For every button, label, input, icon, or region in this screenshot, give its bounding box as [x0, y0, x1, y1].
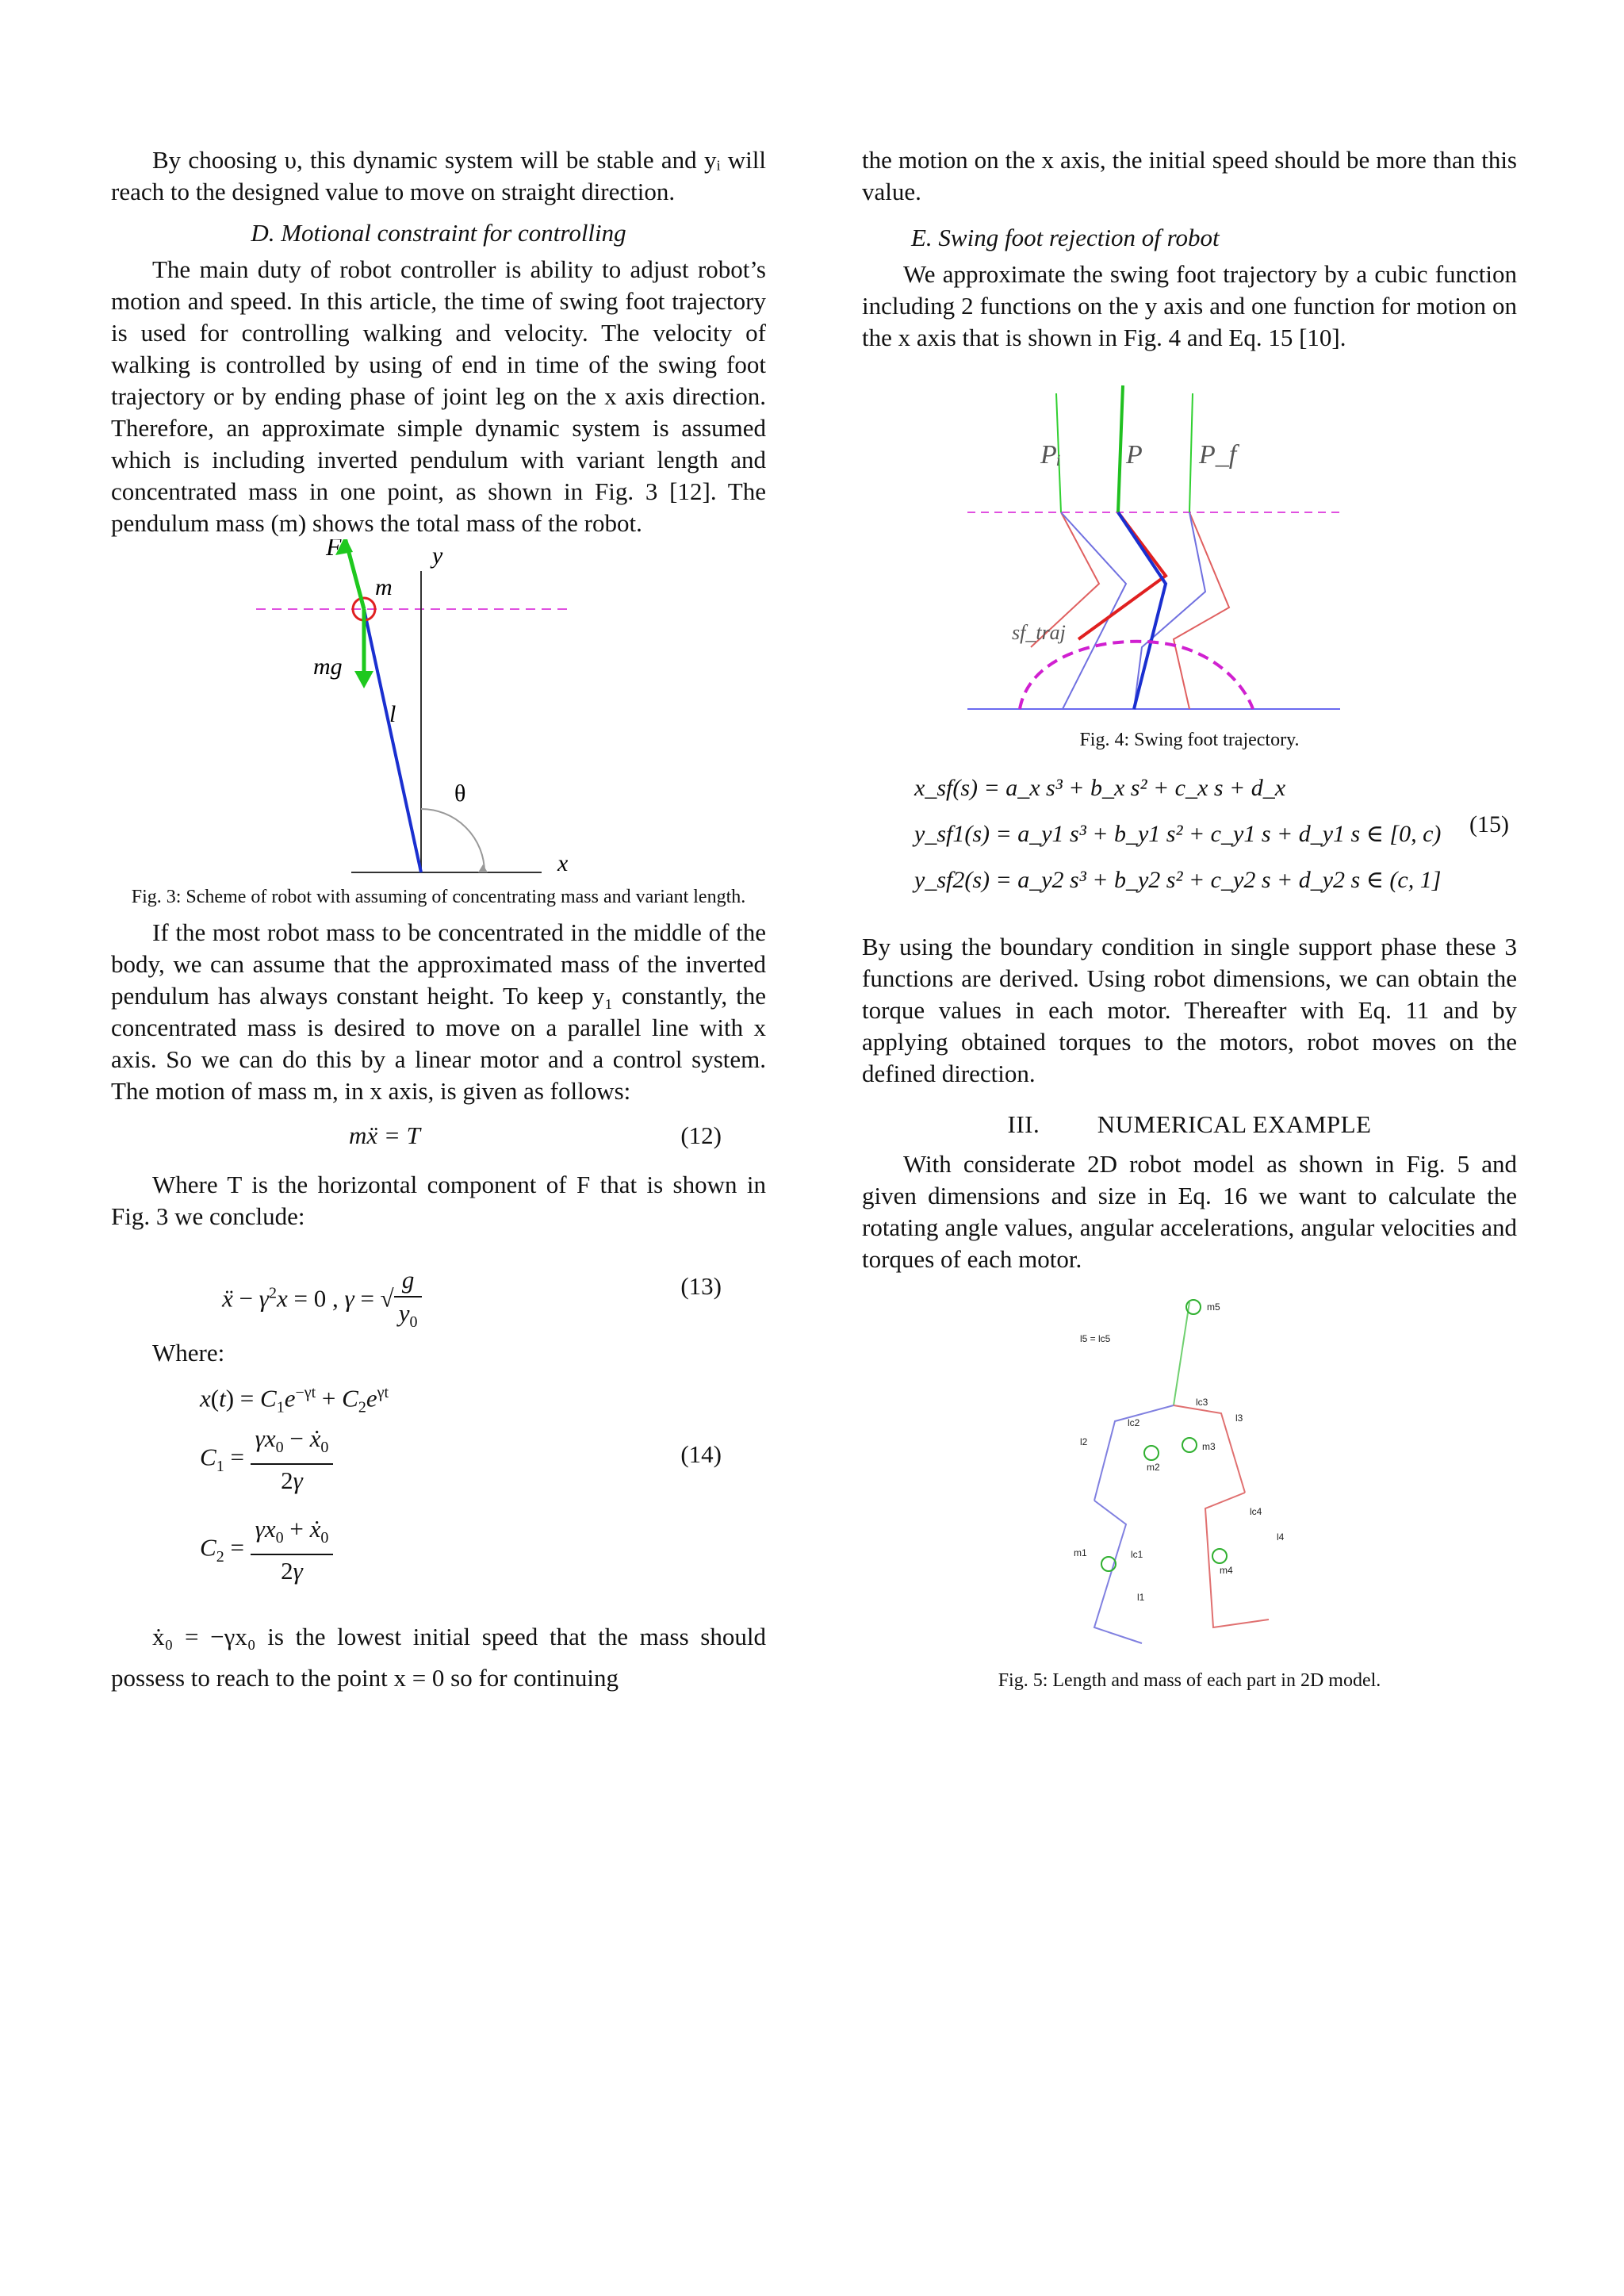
label-lc1: lc1: [1131, 1549, 1143, 1560]
equation-13-row: [111, 1247, 766, 1334]
label-l: l: [389, 701, 396, 727]
label-p: P: [1126, 440, 1143, 470]
equation-15-line-2: y_sf1(s) = a_y1 s³ + b_y1 s² + c_y1 s + d_y1 s ∈ [0, c): [914, 821, 1442, 847]
label-sf-traj: sf_traj: [1012, 621, 1066, 644]
paragraph: ẋ₀ = −γx₀ is the lowest initial speed that the mass should possess to reach to the point x = 0 so for continuing: [111, 1623, 766, 1692]
equation-14-line-3: $C_2$ = $\frac{\gamma x_0 + ẋ_0}{2\gamma}$: [200, 1513, 333, 1587]
paragraph: By choosing υ, this dynamic system will be stable and yᵢ will reach to the designed value to move on straight direction.: [111, 146, 766, 205]
label-l1: l1: [1137, 1592, 1145, 1603]
label-l4: l4: [1277, 1531, 1285, 1543]
equation-14-block: [111, 1374, 766, 1612]
label-y: y: [432, 542, 443, 569]
equation-12-number: (12): [680, 1121, 722, 1149]
equation-12-row: [111, 1112, 766, 1163]
section-heading-iii-title: NUMERICAL EXAMPLE: [1097, 1110, 1372, 1138]
section-heading-iii: [862, 1109, 1517, 1140]
paragraph: The main duty of robot controller is ability to adjust robot’s motion and speed. In this article, the time of swing foot trajectory is used for controlling walking and velocity. The velocity of walking is controlled by using of end in time of the swing foot trajectory or by ending phase of joint leg on the x axis direction. Therefore, an approximate simple dynamic system is assumed which is including inverted pendulum with variant length and concentrated mass in one point, as shown in Fig. 3 [12]. The pendulum mass (m) shows the total mass of the robot.: [111, 255, 766, 537]
section-heading-d: D. Motional constraint for controlling: [251, 219, 626, 247]
equation-12: mẍ = T: [349, 1121, 420, 1149]
label-theta: θ: [454, 780, 466, 807]
label-mg: mg: [313, 654, 343, 680]
figure-5-robot-model: [1063, 1294, 1316, 1659]
figure-4-swing-trajectory: [967, 385, 1411, 719]
label-lc3: lc3: [1196, 1397, 1208, 1408]
paragraph: Where T is the horizontal component of F that is shown in Fig. 3 we conclude:: [111, 1171, 766, 1230]
paragraph: We approximate the swing foot trajectory by a cubic function including 2 functions on the y axis and one function for motion on the x axis that is shown in Fig. 4 and Eq. 15 [10].: [862, 260, 1517, 351]
equation-13: ẍ − $\gamma^2x = 0$ , γ = √ $\frac{g}{y_0}$: [222, 1264, 422, 1338]
figure-3-caption: Fig. 3: Scheme of robot with assuming of concentrating mass and variant length.: [131, 887, 746, 907]
label-m: m: [375, 574, 393, 600]
right-column: [862, 144, 1517, 1700]
label-m3: m3: [1202, 1441, 1216, 1452]
paragraph: If the most robot mass to be concentrated in the middle of the body, we can assume that the approximated mass of the inverted pendulum has always constant height. To keep y₁ constantly, the concentrated mass is desired to move on a parallel line with x axis. So we can do this by a linear motor and a control system. The motion of mass m, in x axis, is given as follows:: [111, 918, 766, 1105]
label-pi: Pᵢ: [1040, 440, 1062, 470]
label-m1: m1: [1074, 1547, 1087, 1558]
label-l2: l2: [1080, 1436, 1088, 1447]
equation-15-number: (15): [1469, 811, 1509, 838]
equation-13-number: (13): [680, 1272, 722, 1300]
label-m5: m5: [1207, 1301, 1220, 1313]
label-F: F: [326, 539, 342, 561]
label-lc4: lc4: [1250, 1506, 1262, 1517]
figure-4-caption: Fig. 4: Swing foot trajectory.: [1079, 730, 1300, 750]
left-column: [111, 144, 766, 1699]
paragraph: By using the boundary condition in single support phase these 3 functions are derived. Using robot dimensions, we can obtain the torque values in each motor. Thereafter with Eq. 11 and by applying obtained torques to the motors, robot moves on the defined direction.: [862, 933, 1517, 1087]
paragraph: the motion on the x axis, the initial speed should be more than this value.: [862, 146, 1517, 205]
figure-5-caption: Fig. 5: Length and mass of each part in 2D model.: [998, 1670, 1381, 1691]
label-l3: l3: [1235, 1412, 1243, 1424]
section-heading-e: E. Swing foot rejection of robot: [911, 224, 1220, 251]
equation-15-block: [862, 772, 1517, 931]
figure-3-pendulum: [256, 539, 621, 880]
label-pf: P_f: [1199, 440, 1237, 470]
equation-15-line-3: y_sf2(s) = a_y2 s³ + b_y2 s² + c_y2 s + d_y2 s ∈ (c, 1]: [914, 867, 1442, 893]
label-lc2: lc2: [1128, 1417, 1140, 1428]
where-label: Where:: [152, 1339, 225, 1366]
label-l5-lc5: l5 = lc5: [1080, 1333, 1111, 1344]
label-m2: m2: [1147, 1462, 1160, 1473]
equation-14-number: (14): [680, 1440, 722, 1468]
label-m4: m4: [1220, 1565, 1233, 1576]
equation-14-line-1: $x(t) = C_1e^{-\gamma t} + C_2e^{\gamma t}$: [200, 1384, 389, 1416]
equation-15-line-1: x_sf(s) = a_x s³ + b_x s² + c_x s + d_x: [914, 775, 1286, 801]
section-heading-iii-number: III.: [1007, 1110, 1040, 1138]
paragraph: With considerate 2D robot model as shown in Fig. 5 and given dimensions and size in Eq. 16 we want to calculate the rotating angle values, angular accelerations, angular velocities and torques of each motor.: [862, 1150, 1517, 1273]
label-x: x: [557, 850, 569, 876]
equation-14-line-2: $C_1$ = $\frac{\gamma x_0 - ẋ_0}{2\gamma}$: [200, 1423, 333, 1497]
